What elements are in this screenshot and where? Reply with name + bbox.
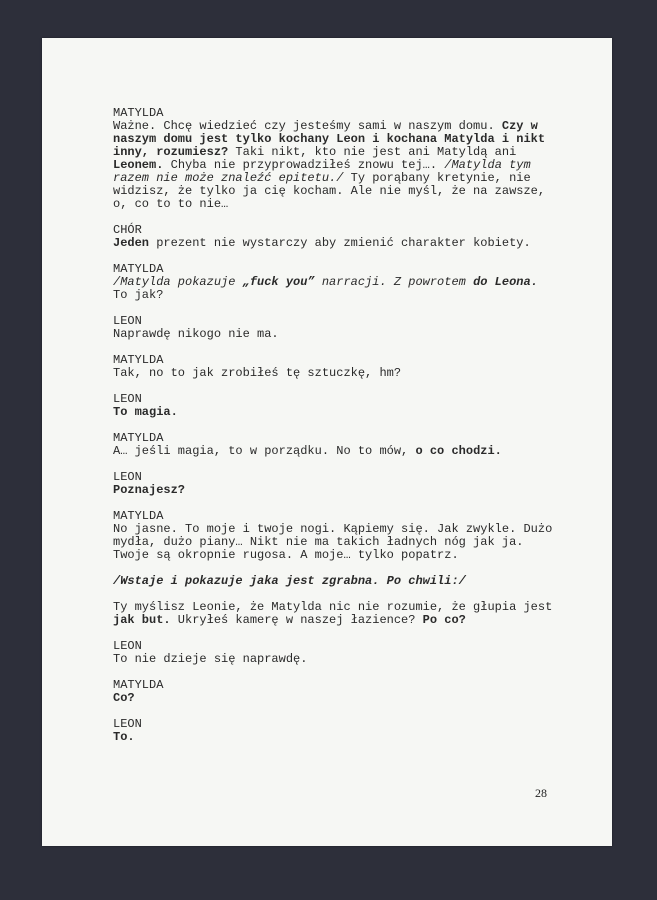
- dialogue-line: [113, 484, 553, 497]
- dialogue-line: [113, 198, 553, 211]
- dialogue-line: [113, 731, 553, 744]
- text-segment: /Matylda pokazuje: [113, 275, 243, 289]
- speaker-name: LEON: [113, 639, 142, 653]
- text-segment: inny, rozumiesz?: [113, 145, 229, 159]
- speaker-name: LEON: [113, 314, 142, 328]
- speaker-name: LEON: [113, 470, 142, 484]
- text-segment: Ty porąbany kretynie, nie: [343, 171, 531, 185]
- speaker-name: MATYLDA: [113, 106, 164, 120]
- text-segment: Ty myślisz Leonie, że Matylda nic nie rozumie, że głupia jest: [113, 600, 553, 614]
- speaker-name: LEON: [113, 717, 142, 731]
- dialogue-line: [113, 549, 553, 562]
- dialogue-block: [113, 640, 553, 666]
- text-segment: mydła, dużo piany… Nikt nie ma takich ładnych nóg jak ja.: [113, 535, 524, 549]
- text-segment: Twoje są okropnie rugosa. A moje… tylko popatrz.: [113, 548, 459, 562]
- speaker-name: MATYLDA: [113, 353, 164, 367]
- dialogue-line: [113, 692, 553, 705]
- text-segment: Poznajesz?: [113, 483, 186, 497]
- dialogue-line: [113, 406, 553, 419]
- text-segment: To magia.: [113, 405, 178, 419]
- dialogue-line: [113, 237, 553, 250]
- dialogue-line: [113, 445, 553, 458]
- text-segment: widzisz, że tylko ja cię kocham. Ale nie myśl, że na zawsze,: [113, 184, 546, 198]
- text-segment: To jak?: [113, 288, 164, 302]
- dialogue-block: [113, 471, 553, 497]
- script-body: [113, 107, 553, 757]
- text-segment: do Leona.: [473, 275, 538, 289]
- speaker-name: MATYLDA: [113, 431, 164, 445]
- text-segment: razem nie może znaleźć epitetu./: [113, 171, 344, 185]
- dialogue-block: [113, 224, 553, 250]
- text-segment: Po co?: [422, 613, 466, 627]
- dialogue-block: [113, 510, 553, 562]
- speaker-name: MATYLDA: [113, 509, 164, 523]
- text-segment: o, co to to nie…: [113, 197, 229, 211]
- speaker-name: CHÓR: [113, 223, 142, 237]
- speaker-name: LEON: [113, 392, 142, 406]
- text-segment: Leonem.: [113, 158, 164, 172]
- dialogue-line: [113, 367, 553, 380]
- text-segment: naszym domu jest tylko kochany Leon i kochana Matylda i nikt: [113, 132, 546, 146]
- dialogue-block: [113, 601, 553, 627]
- script-page: [42, 38, 612, 846]
- dialogue-line: [113, 289, 553, 302]
- text-segment: jak but.: [113, 613, 171, 627]
- dialogue-block: [113, 315, 553, 341]
- text-segment: „fuck you”: [242, 275, 315, 289]
- page-number: 28: [535, 786, 547, 800]
- text-segment: A… jeśli magia, to w porządku. No to mów,: [113, 444, 416, 458]
- dialogue-line: [113, 575, 553, 588]
- text-segment: No jasne. To moje i twoje nogi. Kąpiemy się. Jak zwykle. Dużo: [113, 522, 553, 536]
- dialogue-line: [113, 328, 553, 341]
- dialogue-block: [113, 263, 553, 302]
- dialogue-line: [113, 276, 553, 289]
- dialogue-line: [113, 653, 553, 666]
- text-segment: Jeden: [113, 236, 150, 250]
- text-segment: To.: [113, 730, 135, 744]
- dialogue-line: [113, 614, 553, 627]
- text-segment: Chyba nie przyprowadziłeś znowu tej….: [163, 158, 445, 172]
- text-segment: Ważne. Chcę wiedzieć czy jesteśmy sami w naszym domu.: [113, 119, 502, 133]
- text-segment: narracji. Z powrotem: [314, 275, 474, 289]
- text-segment: Taki nikt, kto nie jest ani Matyldą ani: [228, 145, 517, 159]
- dialogue-block: [113, 354, 553, 380]
- text-segment: /Wstaje i pokazuje jaka jest zgrabna. Po chwili:/: [113, 574, 466, 588]
- dialogue-block: [113, 393, 553, 419]
- text-segment: o co chodzi.: [415, 444, 502, 458]
- dialogue-block: [113, 107, 553, 211]
- text-segment: Czy w: [501, 119, 538, 133]
- text-segment: Ukryłeś kamerę w naszej łazience?: [170, 613, 423, 627]
- dialogue-block: [113, 575, 553, 588]
- dialogue-block: [113, 679, 553, 705]
- text-segment: prezent nie wystarczy aby zmienić charakter kobiety.: [149, 236, 531, 250]
- text-segment: Tak, no to jak zrobiłeś tę sztuczkę, hm?: [113, 366, 402, 380]
- text-segment: /Matylda tym: [444, 158, 531, 172]
- speaker-name: MATYLDA: [113, 678, 164, 692]
- speaker-name: MATYLDA: [113, 262, 164, 276]
- dialogue-block: [113, 432, 553, 458]
- text-segment: Co?: [113, 691, 135, 705]
- dialogue-block: [113, 718, 553, 744]
- text-segment: To nie dzieje się naprawdę.: [113, 652, 308, 666]
- text-segment: Naprawdę nikogo nie ma.: [113, 327, 279, 341]
